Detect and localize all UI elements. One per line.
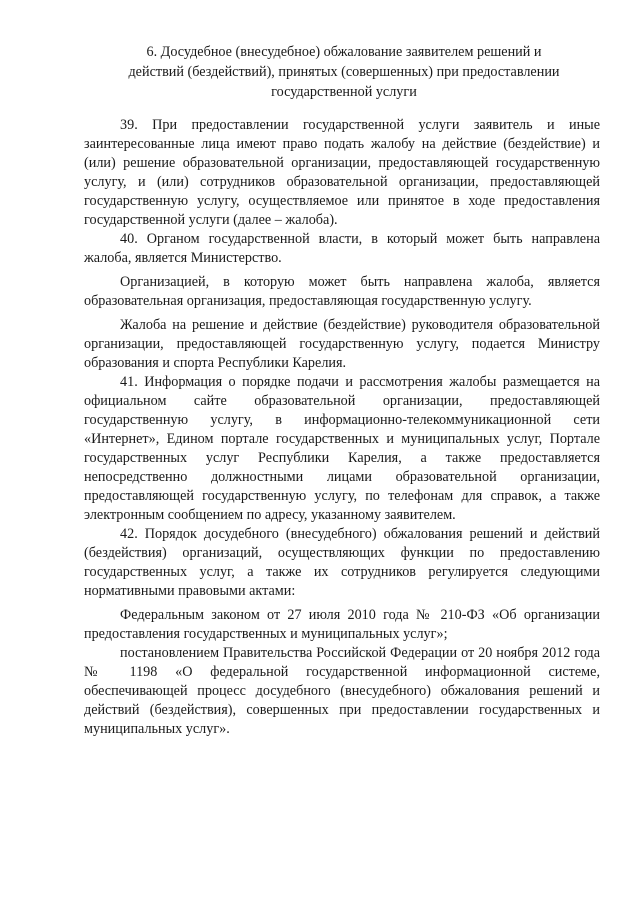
heading-line: действий (бездействий), принятых (совершенных) при предоставлении bbox=[128, 64, 560, 80]
paragraph-federal-law: Федеральным законом от 27 июля 2010 года № 210-ФЗ «Об организации предоставления государственных и муниципальных услуг»; bbox=[84, 607, 600, 642]
section-body bbox=[84, 116, 600, 739]
paragraph-government-decree: постановлением Правительства Российской Федерации от 20 ноября 2012 года № 1198 «О федеральной государственной информационной системе, обеспечивающей процесс досудебного (внесудебного) обжалования решений и действий (бездействия), совершенных при предоставлении государственных и муниципальных услуг». bbox=[84, 645, 600, 737]
paragraph-39: 39. При предоставлении государственной услуги заявитель и иные заинтересованные лица имеют право подать жалобу на действие (бездействие) и (или) решение образовательной организации, предоставляющей государственную услугу, и (или) сотрудников образовательной организации, предоставляющей государственную услугу, осуществляемое или принятое в ходе предоставления государственной услуги (далее – жалоба). bbox=[84, 117, 600, 228]
paragraph-41: 41. Информация о порядке подачи и рассмотрения жалобы размещается на официальном сайте образовательной организации, предоставляющей государственную услугу, в информационно-телекоммуникационной сети «Интернет», Едином портале государственных и муниципальных услуг, Портале государственных услуг Республики Карелия, а также предоставляется непосредственно должностными лицами образовательной организации, предоставляющей государственную услугу, по телефонам для справок, а также электронным сообщением по адресу, указанному заявителем. bbox=[84, 374, 600, 523]
paragraph-organization: Организацией, в которую может быть направлена жалоба, является образовательная организация, предоставляющая государственную услугу. bbox=[84, 274, 600, 309]
heading-line: государственной услуги bbox=[271, 84, 417, 100]
paragraph-complaint-head: Жалоба на решение и действие (бездействие) руководителя образовательной организации, предоставляющей государственную услугу, подается Министру образования и спорта Республики Карелия. bbox=[84, 317, 600, 371]
paragraph-40: 40. Органом государственной власти, в который может быть направлена жалоба, является Министерство. bbox=[84, 231, 600, 266]
heading-line: 6. Досудебное (внесудебное) обжалование заявителем решений и bbox=[146, 44, 542, 60]
section-heading bbox=[84, 42, 604, 102]
paragraph-42: 42. Порядок досудебного (внесудебного) обжалования решений и действий (бездействия) организаций, осуществляющих функции по предоставлению государственных услуг, а также их сотрудников регулируется следующими нормативными правовыми актами: bbox=[84, 526, 600, 599]
